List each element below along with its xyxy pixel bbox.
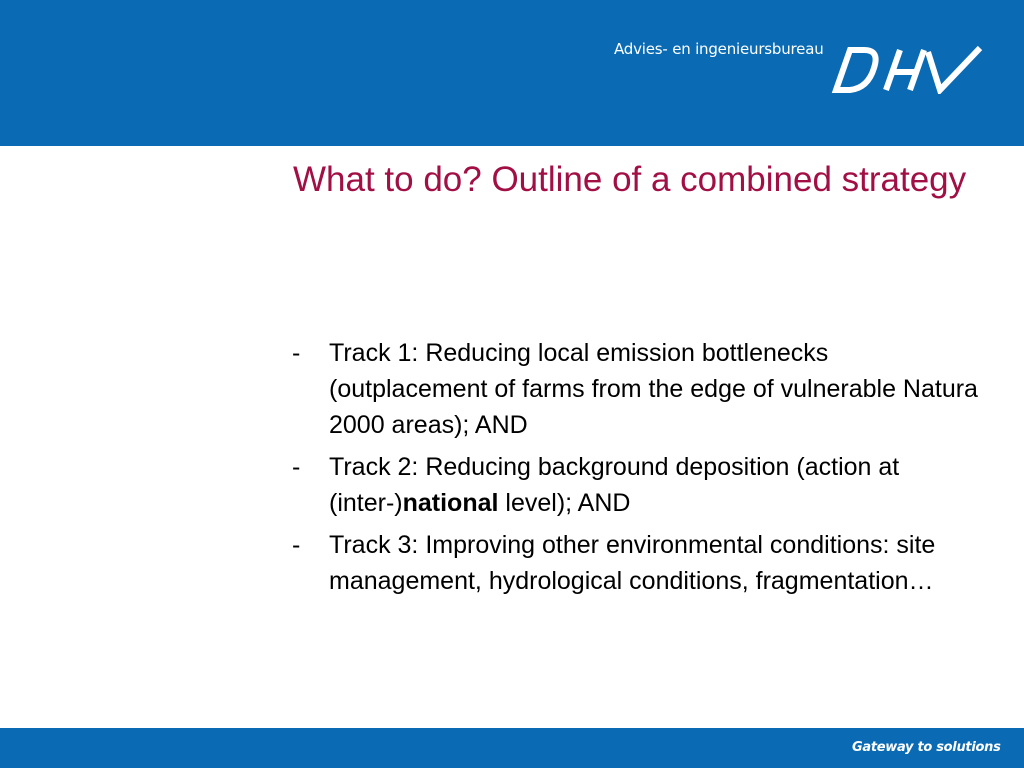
bullet-marker: -	[292, 531, 301, 559]
bullet-text: Track 3: Improving other environmental conditions: site management, hydrological conditions, fragmentation…	[329, 531, 936, 595]
footer-slogan: Gateway to solutions	[852, 740, 1001, 755]
dhv-logo	[828, 42, 988, 94]
bullet-track-3	[292, 527, 982, 599]
bullet-text-after: level); AND	[498, 489, 631, 517]
bullet-text-bold: national	[402, 489, 499, 517]
bullet-marker: -	[292, 339, 301, 367]
bullet-track-2	[292, 449, 982, 521]
bullet-text-before: Track 2: Reducing background deposition (action at (inter-)	[329, 453, 900, 517]
bullet-text: Track 1: Reducing local emission bottlenecks (outplacement of farms from the edge of vulnerable Natura 2000 areas); AND	[329, 339, 978, 439]
bullet-track-1	[292, 335, 982, 443]
footer-banner	[0, 728, 1024, 768]
header-banner	[0, 0, 1024, 146]
bullet-list	[292, 335, 982, 605]
slide-title: What to do? Outline of a combined strategy	[293, 160, 967, 199]
bullet-marker: -	[292, 453, 301, 481]
company-tagline: Advies- en ingenieursbureau	[614, 40, 824, 58]
